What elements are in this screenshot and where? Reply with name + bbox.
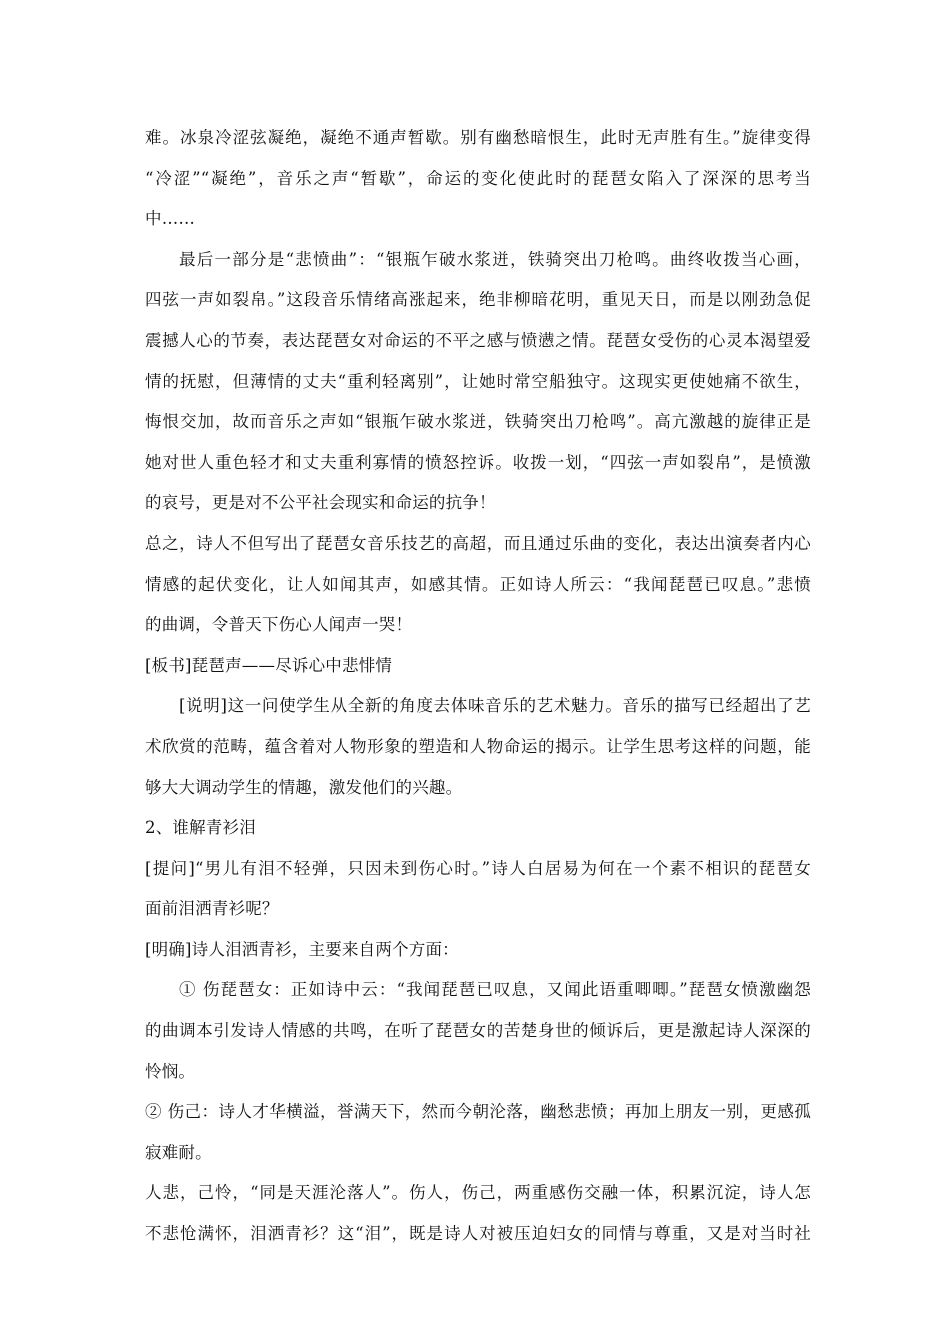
text-line: 悔恨交加，故而音乐之声如“银瓶乍破水浆迸，铁骑突出刀枪鸣”。高亢激越的旋律正是: [145, 412, 811, 432]
text-line: [明确]诗人泪洒青衫，主要来自两个方面：: [145, 939, 459, 959]
text-line: [板书]琵琶声——尽诉心中悲悱情: [145, 655, 393, 675]
text-line: 人悲，己怜，“同是天涯沦落人”。伤人，伤己，两重感伤交融一体，积累沉淀，诗人怎: [145, 1183, 811, 1203]
text-line: 怜悯。: [145, 1061, 196, 1081]
text-line: 总之，诗人不但写出了琵琶女音乐技艺的高超，而且通过乐曲的变化，表达出演奏者内心: [145, 533, 811, 553]
text-line: [提问]“男儿有泪不轻弹，只因未到伤心时。”诗人白居易为何在一个素不相识的琵琶女: [145, 858, 811, 878]
text-line: 面前泪洒青衫呢？: [145, 899, 279, 919]
text-line: 中……: [145, 209, 196, 229]
text-line: 的曲调，令普天下伤心人闻声一哭！: [145, 615, 413, 635]
text-line: ② 伤己：诗人才华横溢，誉满天下，然而今朝沦落，幽愁悲愤；再加上朋友一别，更感孤: [145, 1102, 811, 1122]
text-line: 情的抚慰，但薄情的丈夫“重利轻离别”，让她时常空船独守。这现实更使她痛不欲生，: [145, 371, 811, 391]
text-line: 震撼人心的节奏，表达琵琶女对命运的不平之感与愤懑之情。琵琶女受伤的心灵本渴望爱: [145, 330, 811, 350]
text-line: [说明]这一问使学生从全新的角度去体味音乐的艺术魅力。音乐的描写已经超出了艺: [179, 696, 811, 716]
text-line: “冷涩”“凝绝”，音乐之声“暂歇”，命运的变化使此时的琵琶女陷入了深深的思考当: [145, 168, 811, 188]
text-line: 2、谁解青衫泪: [145, 818, 256, 838]
text-line: 的哀号，更是对不公平社会现实和命运的抗争！: [145, 493, 496, 513]
document-body: [145, 118, 811, 1255]
text-line: 她对世人重色轻才和丈夫重利寡情的愤怒控诉。收拨一划，“四弦一声如裂帛”，是愤激: [145, 452, 811, 472]
text-line: 最后一部分是“悲愤曲”：“银瓶乍破水浆迸，铁骑突出刀枪鸣。曲终收拨当心画，: [179, 249, 811, 269]
text-line: 不悲怆满怀，泪洒青衫？这“泪”，既是诗人对被压迫妇女的同情与尊重，又是对当时社: [145, 1224, 811, 1244]
text-line: 的曲调本引发诗人情感的共鸣，在听了琵琶女的苦楚身世的倾诉后，更是激起诗人深深的: [145, 1021, 811, 1041]
text-line: ① 伤琵琶女：正如诗中云：“我闻琵琶已叹息，又闻此语重唧唧。”琵琶女愤激幽怨: [179, 980, 811, 1000]
text-line: 够大大调动学生的情趣，激发他们的兴趣。: [145, 777, 463, 797]
text-line: 难。冰泉冷涩弦凝绝，凝绝不通声暂歇。别有幽愁暗恨生，此时无声胜有生。”旋律变得: [145, 128, 811, 147]
text-line: 术欣赏的范畴，蕴含着对人物形象的塑造和人物命运的揭示。让学生思考这样的问题，能: [145, 736, 811, 756]
text-line: 寂难耐。: [145, 1142, 212, 1162]
text-line: 四弦一声如裂帛。”这段音乐情绪高涨起来，绝非柳暗花明，重见天日，而是以刚劲急促: [145, 290, 811, 310]
text-line: 情感的起伏变化，让人如闻其声，如感其情。正如诗人所云：“我闻琵琶已叹息。”悲愤: [145, 574, 811, 594]
